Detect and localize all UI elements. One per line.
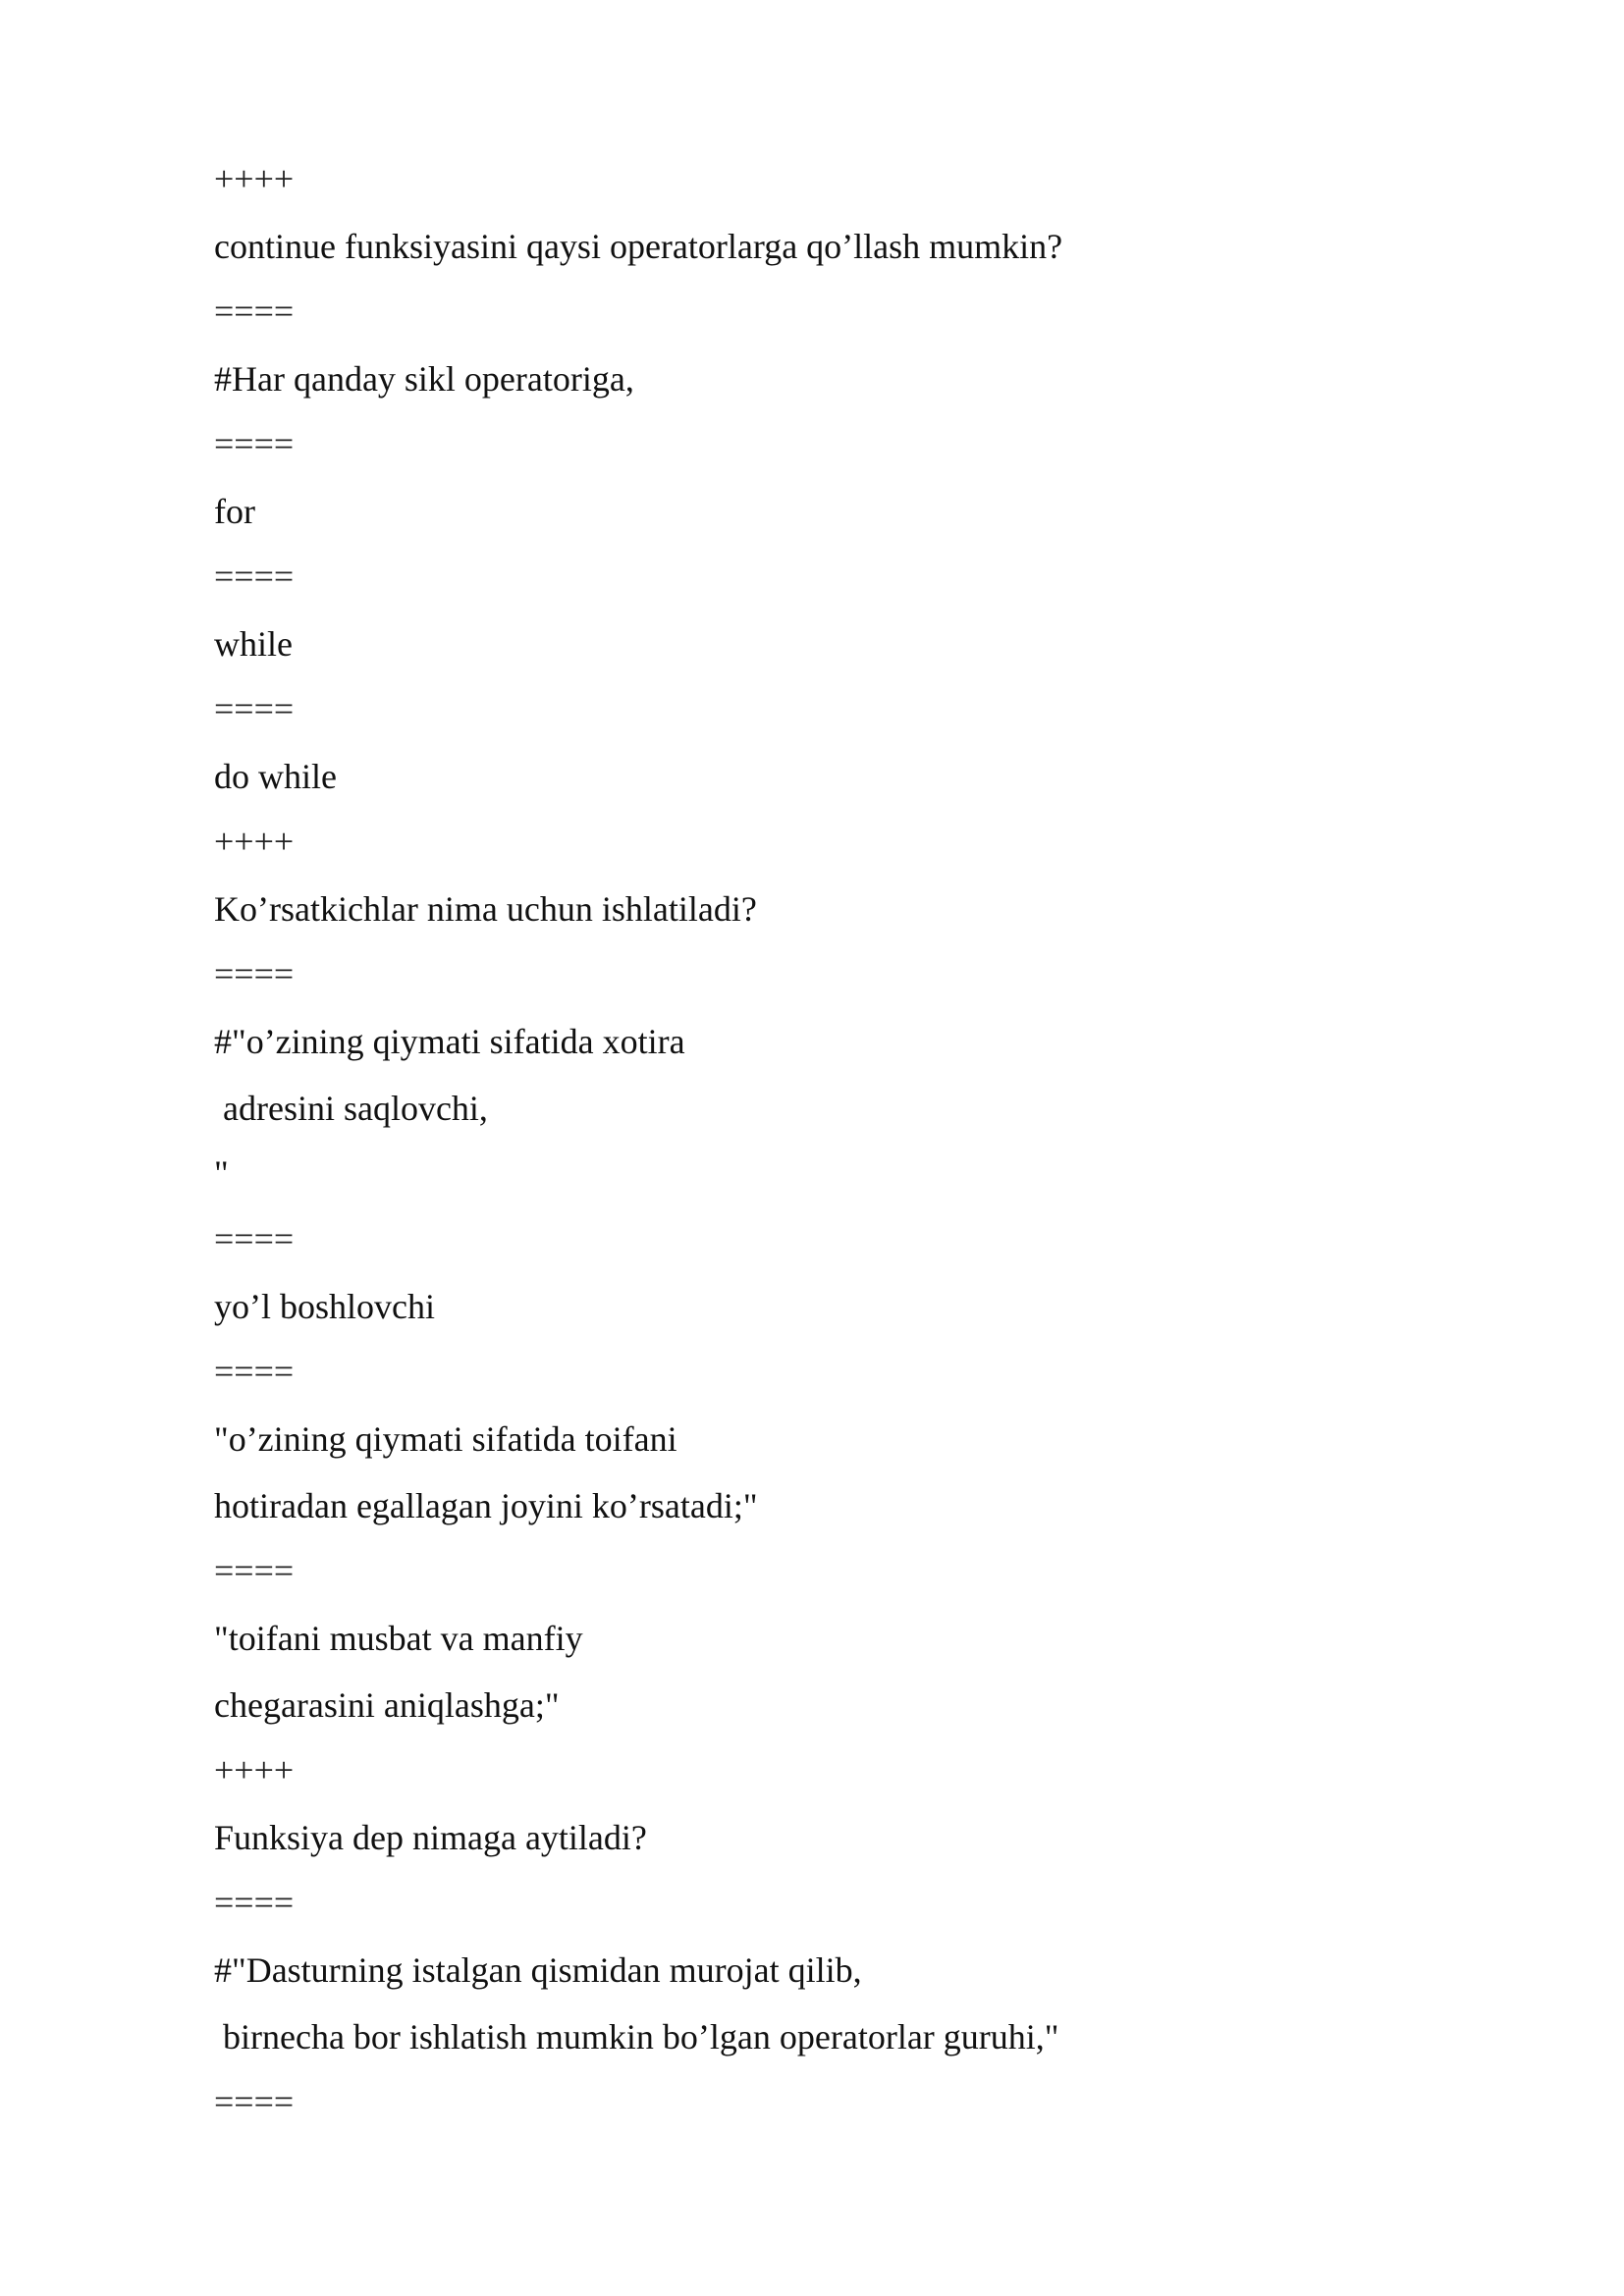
option-separator: ==== [214, 424, 295, 463]
section-separator: ++++ [214, 822, 295, 861]
option-separator: ==== [214, 954, 295, 993]
option-separator: ==== [214, 1883, 295, 1922]
answer-correct: #"o’zining qiymati sifatida xotira [214, 1022, 685, 1061]
answer-option: for [214, 492, 255, 531]
option-separator: ==== [214, 292, 295, 331]
answer-correct-continued: " [214, 1153, 229, 1193]
option-separator: ==== [214, 1551, 295, 1590]
section-separator: ++++ [214, 159, 295, 198]
answer-option: while [214, 624, 293, 664]
section-separator: ++++ [214, 1750, 295, 1789]
option-separator: ==== [214, 1352, 295, 1391]
option-separator: ==== [214, 689, 295, 728]
answer-option: "o’zining qiymati sifatida toifani [214, 1419, 677, 1459]
answer-correct: #"Dasturning istalgan qismidan murojat qilib, [214, 1950, 862, 1990]
answer-option: "toifani musbat va manfiy [214, 1619, 583, 1658]
answer-correct-continued: adresini saqlovchi, [214, 1089, 488, 1128]
answer-option-continued: chegarasini aniqlashga;" [214, 1685, 560, 1725]
question-text: continue funksiyasini qaysi operatorlarga qo’llash mumkin? [214, 227, 1063, 266]
answer-correct: #Har qanday sikl operatoriga, [214, 359, 634, 399]
option-separator: ==== [214, 557, 295, 596]
answer-option-continued: hotiradan egallagan joyini ko’rsatadi;" [214, 1486, 758, 1525]
answer-option: yo’l boshlovchi [214, 1287, 435, 1326]
question-text: Funksiya dep nimaga aytiladi? [214, 1818, 647, 1857]
option-separator: ==== [214, 1219, 295, 1258]
answer-correct-continued: birnecha bor ishlatish mumkin bo’lgan operatorlar guruhi," [214, 2017, 1059, 2056]
option-separator: ==== [214, 2082, 295, 2121]
question-text: Ko’rsatkichlar nima uchun ishlatiladi? [214, 889, 757, 929]
answer-option: do while [214, 757, 337, 796]
